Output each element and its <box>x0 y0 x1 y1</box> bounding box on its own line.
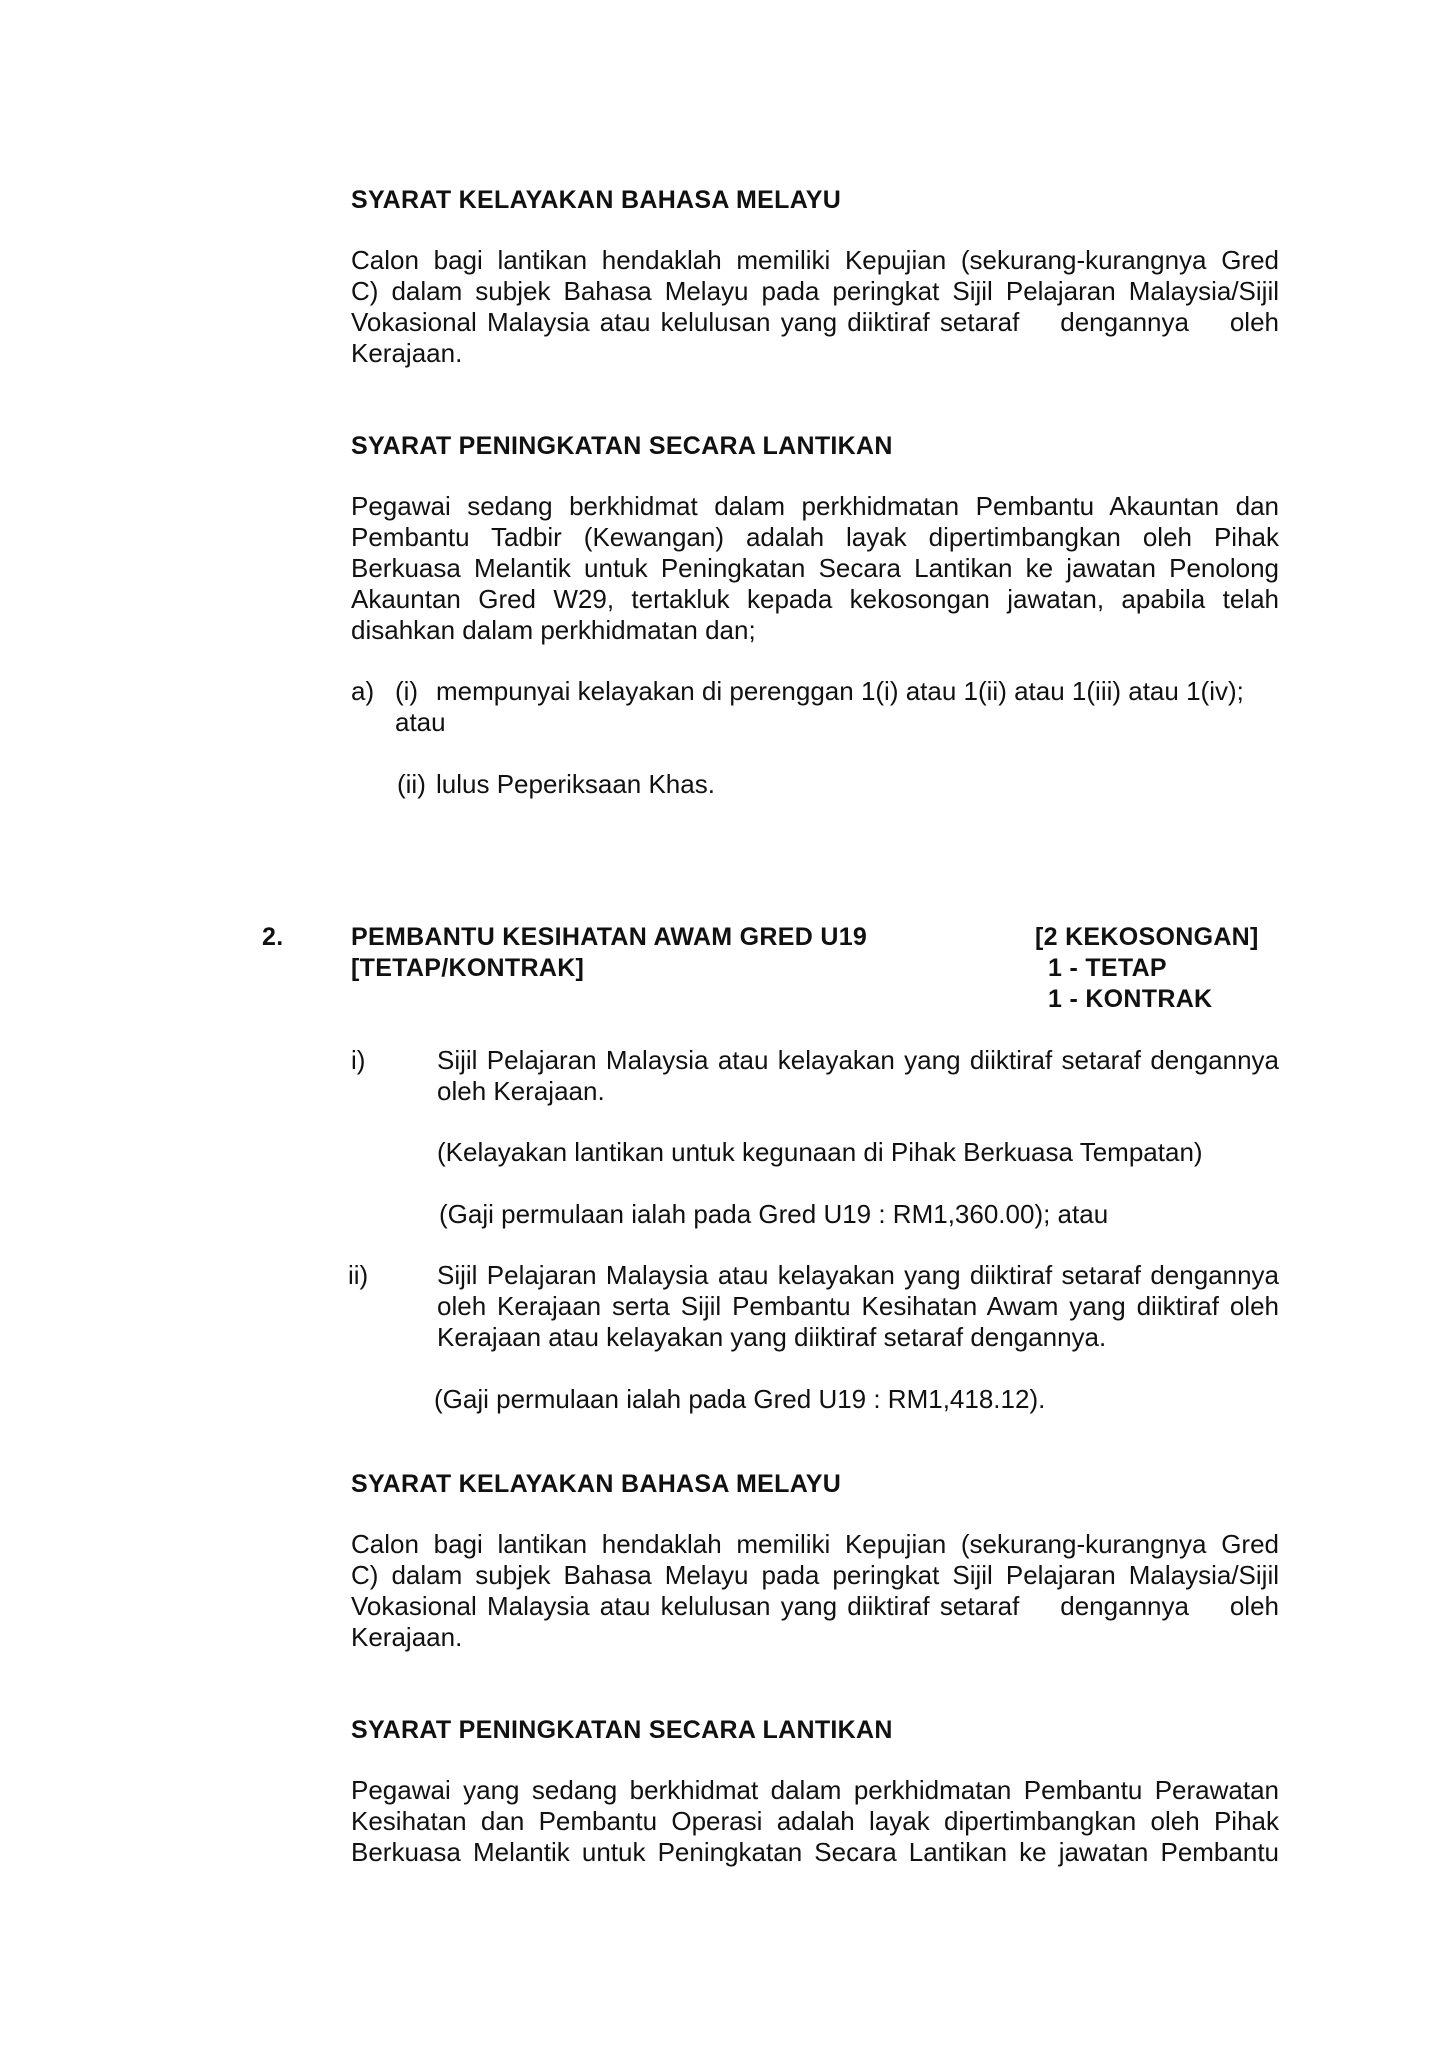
paragraph-line: C) dalam subjek Bahasa Melayu pada peringkat Sijil Pelajaran Malaysia/Sijil <box>351 1560 1279 1590</box>
paragraph-line: Kerajaan atau kelayakan yang diiktiraf setaraf dengannya. <box>437 1322 1107 1352</box>
paragraph-line: Pegawai sedang berkhidmat dalam perkhidmatan Pembantu Akauntan dan <box>351 491 1279 521</box>
paragraph-line: Vokasional Malaysia atau kelulusan yang diiktiraf setaraf dengannya oleh <box>351 307 1279 337</box>
bm-requirement-heading: SYARAT KELAYAKAN BAHASA MELAYU <box>351 186 842 214</box>
promotion-heading: SYARAT PENINGKATAN SECARA LANTIKAN <box>351 432 893 460</box>
qualification-item-text <box>437 1045 1279 1107</box>
list-item-a-label: a) <box>351 676 375 706</box>
list-item-a-ii-text: lulus Peperiksaan Khas. <box>436 769 715 799</box>
paragraph-line: Calon bagi lantikan hendaklah memiliki Kepujian (sekurang-kurangnya Gred <box>351 245 1279 275</box>
paragraph-line: Sijil Pelajaran Malaysia atau kelayakan yang diiktiraf setaraf dengannya <box>437 1045 1279 1075</box>
promotion-heading: SYARAT PENINGKATAN SECARA LANTIKAN <box>351 1716 893 1744</box>
list-item-a-i-continuation: atau <box>395 707 446 737</box>
paragraph-line: Vokasional Malaysia atau kelulusan yang diiktiraf setaraf dengannya oleh <box>351 1591 1279 1621</box>
vacancy-total: [2 KEKOSONGAN] <box>1035 923 1259 951</box>
section-number: 2. <box>262 923 284 951</box>
list-item-a-i-label: (i) <box>395 676 419 706</box>
starting-salary-note: (Gaji permulaan ialah pada Gred U19 : RM1,360.00); atau <box>439 1199 1109 1229</box>
list-item-a-i-text: mempunyai kelayakan di perenggan 1(i) atau 1(ii) atau 1(iii) atau 1(iv); <box>436 676 1244 706</box>
starting-salary-note: (Gaji permulaan ialah pada Gred U19 : RM1,418.12). <box>434 1384 1046 1414</box>
qualification-item-text <box>437 1260 1279 1353</box>
paragraph-line: oleh Kerajaan serta Sijil Pembantu Kesihatan Awam yang diiktiraf oleh <box>437 1291 1279 1321</box>
bm-requirement-paragraph <box>351 245 1279 369</box>
promotion-paragraph <box>351 491 1279 646</box>
bm-requirement-paragraph <box>351 1529 1279 1653</box>
paragraph-line: Berkuasa Melantik untuk Peningkatan Secara Lantikan ke jawatan Pembantu <box>351 1837 1279 1867</box>
paragraph-line: Sijil Pelajaran Malaysia atau kelayakan yang diiktiraf setaraf dengannya <box>437 1260 1279 1290</box>
section-title: PEMBANTU KESIHATAN AWAM GRED U19 <box>351 923 868 951</box>
paragraph-line: Kerajaan. <box>351 1622 463 1652</box>
qualification-item-label: ii) <box>348 1260 369 1290</box>
qualification-item-label: i) <box>351 1045 366 1075</box>
paragraph-line: Berkuasa Melantik untuk Peningkatan Secara Lantikan ke jawatan Penolong <box>351 553 1279 583</box>
vacancy-permanent: 1 - TETAP <box>1048 954 1167 982</box>
paragraph-line: Pegawai yang sedang berkhidmat dalam perkhidmatan Pembantu Perawatan <box>351 1775 1279 1805</box>
paragraph-line: oleh Kerajaan. <box>437 1076 605 1106</box>
paragraph-line: Calon bagi lantikan hendaklah memiliki Kepujian (sekurang-kurangnya Gred <box>351 1529 1279 1559</box>
bm-requirement-heading: SYARAT KELAYAKAN BAHASA MELAYU <box>351 1470 842 1498</box>
paragraph-line: disahkan dalam perkhidmatan dan; <box>351 615 756 645</box>
paragraph-line: Pembantu Tadbir (Kewangan) adalah layak dipertimbangkan oleh Pihak <box>351 522 1279 552</box>
paragraph-line: Kesihatan dan Pembantu Operasi adalah layak dipertimbangkan oleh Pihak <box>351 1806 1279 1836</box>
promotion-paragraph <box>351 1775 1279 1868</box>
vacancy-contract: 1 - KONTRAK <box>1048 985 1213 1013</box>
paragraph-line: Kerajaan. <box>351 338 463 368</box>
section-title-employment-type: [TETAP/KONTRAK] <box>351 954 585 982</box>
paragraph-line: Akauntan Gred W29, tertakluk kepada kekosongan jawatan, apabila telah <box>351 584 1279 614</box>
paragraph-line: C) dalam subjek Bahasa Melayu pada peringkat Sijil Pelajaran Malaysia/Sijil <box>351 276 1279 306</box>
list-item-a-ii-label: (ii) <box>397 769 426 799</box>
qualification-note: (Kelayakan lantikan untuk kegunaan di Pihak Berkuasa Tempatan) <box>437 1137 1203 1167</box>
